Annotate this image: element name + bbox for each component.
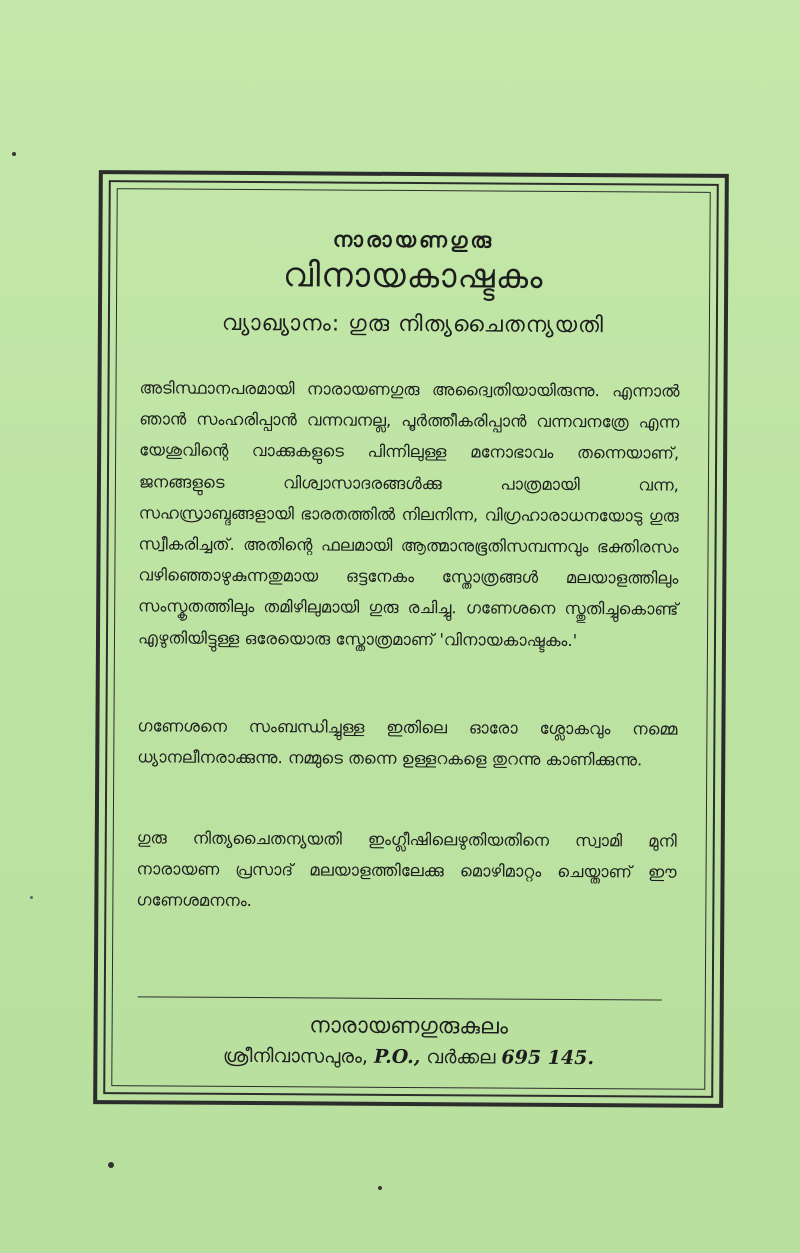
publisher-address [97,1044,719,1070]
commentary-credit: വ്യാഖ്യാനം: ഗുരു നിത്യചൈതന്യയതി [221,310,605,339]
publisher-name: നാരായണഗുരുകുലം [309,1013,509,1040]
author-name: നാരായണഗുരു [332,227,495,253]
frame-content [97,174,725,1104]
address-town: വർക്കല [426,1046,496,1069]
blurb-paragraph-1: അടിസ്ഥാനപരമായി നാരായണഗുരു അദ്വൈതിയായിരുന്നു. എന്നാൽ ഞാൻ സംഹരിപ്പാൻ വന്നവനല്ല, പൂർത്തീകരിപ്പാൻ വന്നവനത്രേ എന്ന യേശുവിന്റെ വാക്കുകളുടെ പിന്നിലുള്ള മനോഭാവം തന്നെയാണ്, ജനങ്ങളുടെ വിശ്വാസാദരങ്ങൾക്കു പാത്രമായി വന്ന, സഹസ്രാബ്ദങ്ങളായി ഭാരതത്തിൽ നിലനിന്ന, വിഗ്രഹാരാധനയോടു ഗുരു സ്വീകരിച്ചത്. അതിന്റെ ഫലമായി ആത്മാനുഭൂതിസമ്പന്നവും ഭക്തിരസം വഴിഞ്ഞൊഴുകുന്നതുമായ ഒട്ടനേകം സ്തോത്രങ്ങൾ മലയാളത്തിലും സംസ്കൃതത്തിലും തമിഴിലുമായി ഗുരു രചിച്ചു. ഗണേശനെ സ്തുതിച്ചുകൊണ്ട് എഴുതിയിട്ടുള്ള ഒരേയൊരു സ്തോത്രമാണ് 'വിനായകാഷ്ടകം.' [137,378,680,650]
decorative-frame [93,170,729,1108]
blurb-paragraph-2: ഗണേശനെ സംബന്ധിച്ചുള്ള ഇതിലെ ഓരോ ശ്ലോകവും നമ്മെ ധ്യാനലീനരാക്കുന്നു. നമ്മുടെ തന്നെ ഉള്ളറകളെ തുറന്നു കാണിക്കുന്നു. [137,716,678,770]
cover-speck [108,1162,114,1168]
cover-speck [378,1186,382,1190]
cover-speck [30,896,33,899]
address-po: P.O., [373,1045,421,1069]
cover-speck [12,152,16,156]
divider-rule [138,996,662,1000]
blurb-paragraph-3: ഗുരു നിത്യചൈതന്യയതി ഇംഗ്ലീഷിലെഴുതിയതിനെ സ്വാമി മുനി നാരായണ പ്രസാദ് മലയാളത്തിലേക്കു മൊഴിമാറ്റം ചെയ്താണ് ഈ ഗണേശമനനം. [136,828,677,911]
address-place: ശ്രീനിവാസപുരം, [222,1044,368,1068]
book-title: വിനായകാഷ്ടകം [282,255,544,297]
address-pin: 695 145. [501,1046,595,1070]
